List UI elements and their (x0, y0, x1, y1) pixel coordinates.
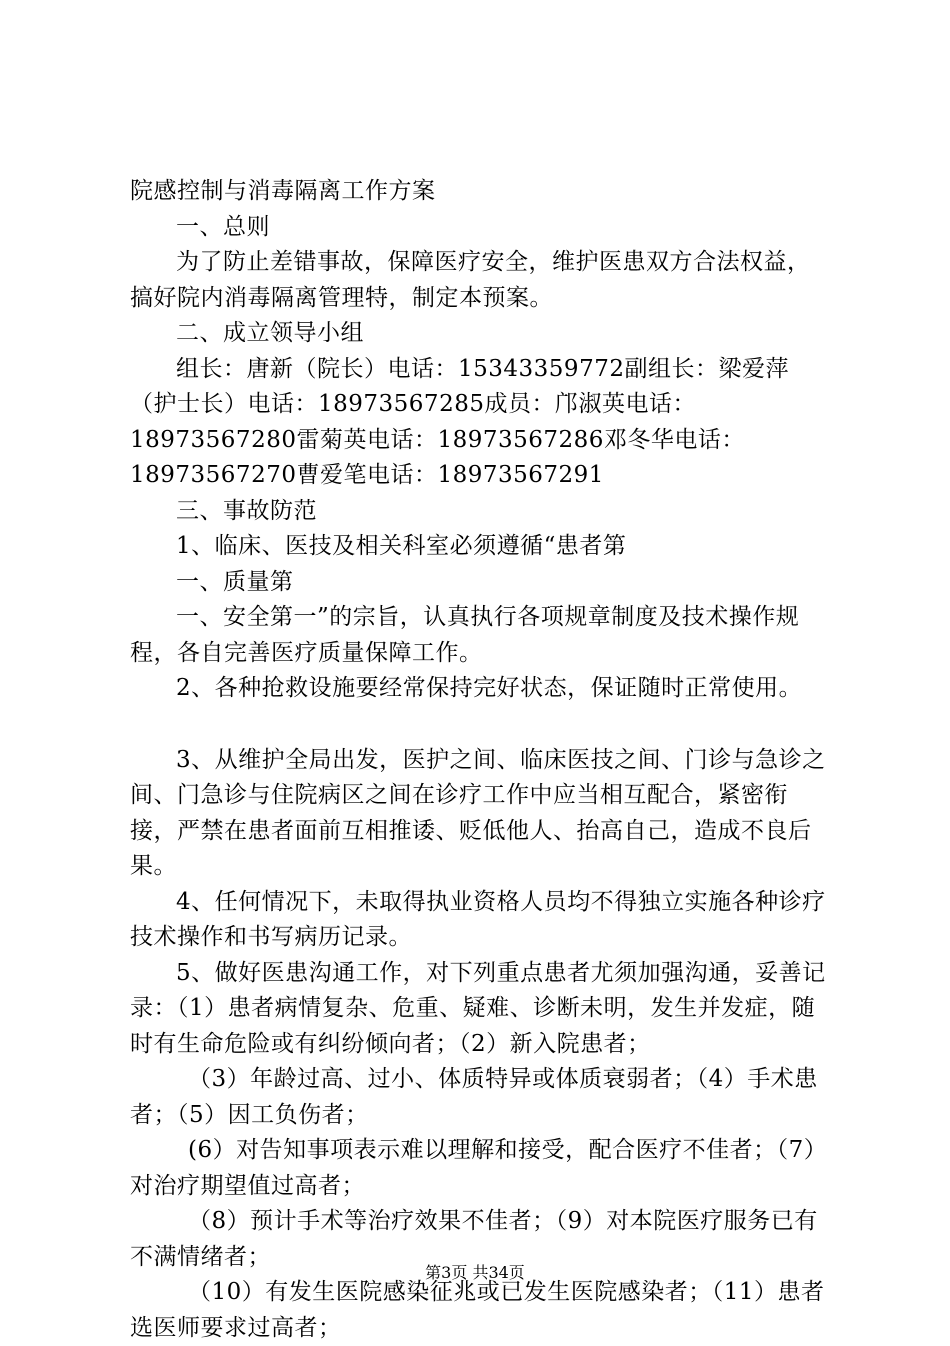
paragraph-rule-1c: 一、安全第一”的宗旨，认真执行各项规章制度及技术操作规程，各自完善医疗质量保障工作。 (130, 604, 800, 666)
paragraph-leadership-contacts: 组长：唐新（院长）电话：15343359772副组长：梁爱萍（护士长）电话：18973567285成员：邝淑英电话：18973567280雷菊英电话：18973567286邓冬华电话：18973567270曹爱笔电话：18973567291 (130, 355, 789, 488)
paragraph-rule-1a: 1、临床、医技及相关科室必须遵循“患者第 (176, 533, 627, 559)
document-body (130, 174, 830, 1346)
paragraph-rule-5-items-6-7: (6）对告知事项表示难以理解和接受，配合医疗不佳者；（7）对治疗期望值过高者； (130, 1137, 828, 1199)
paragraph-rule-2: 2、各种抢救设施要经常保持完好状态，保证随时正常使用。 (176, 675, 803, 701)
section-heading-leadership: 二、成立领导小组 (176, 320, 364, 346)
paragraph-purpose: 为了防止差错事故，保障医疗安全，维护医患双方合法权益，搞好院内消毒隔离管理特，制定本预案。 (130, 249, 811, 311)
paragraph-rule-5-items-8-9: （8）预计手术等治疗效果不佳者；（9）对本院医疗服务已有不满情绪者； (130, 1208, 818, 1270)
paragraph-spacer (130, 707, 830, 743)
section-heading-prevention: 三、事故防范 (176, 497, 317, 524)
paragraph-rule-1b: 一、质量第 (176, 568, 294, 595)
document-title: 院感控制与消毒隔离工作方案 (130, 178, 436, 204)
page-number-footer: 第3页 共34页 (425, 1263, 525, 1282)
paragraph-rule-5: 5、做好医患沟通工作，对下列重点患者尤须加强沟通，妥善记录：（1）患者病情复杂、危重、疑难、诊断未明，发生并发症，随时有生命危险或有纠纷倾向者；（2）新入院患者； (130, 959, 826, 1057)
section-heading-general: 一、总则 (176, 213, 270, 240)
paragraph-rule-5-items-3-5: （3）年龄过高、过小、体质特异或体质衰弱者；（4）手术患者；（5）因工负伤者； (130, 1066, 818, 1128)
paragraph-rule-4: 4、任何情况下，未取得执业资格人员均不得独立实施各种诊疗技术操作和书写病历记录。 (130, 888, 826, 950)
paragraph-rule-5-items-10-11: （10）有发生医院感染征兆或已发生医院感染者；（11）患者选医师要求过高者； (130, 1279, 825, 1341)
paragraph-rule-3: 3、从维护全局出发，医护之间、临床医技之间、门诊与急诊之间、门急诊与住院病区之间在诊疗工作中应当相互配合，紧密衔接，严禁在患者面前互相推诿、贬低他人、抬高自己，造成不良后果。 (130, 746, 826, 879)
